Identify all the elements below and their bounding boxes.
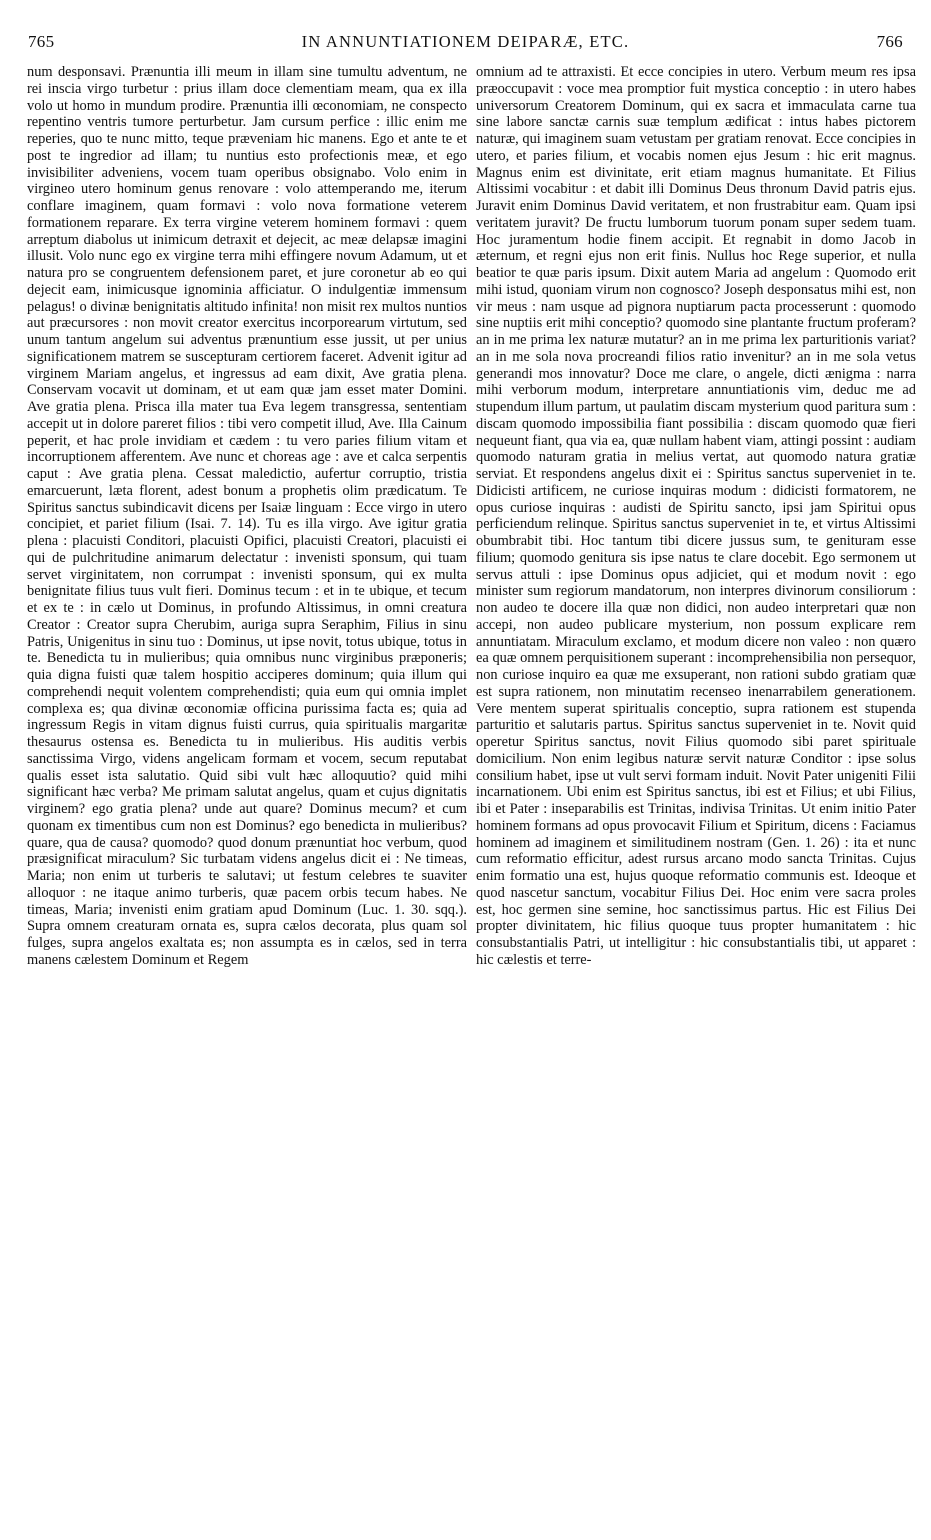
column-text-right: omnium ad te attraxisti. Et ecce concipies in utero. Verbum meum res ipsa præoccupavit : voce mea promptior fuit mystica conceptio : in utero habes universorum Creatorem Dominum, qui ex sacra et immaculata carne tua sine labore sanctæ carnis suæ templum ædificat : intus habes pictorem naturæ, qui imaginem suam vetustam per gratiam renovat. Ecce concipies in utero, et paries filium, et vocabis nomen ejus Jesum : hic erit magnus. Magnus enim est divinitate, erit etiam magnus humanitate. Et Filius Altissimi vocabitur : et dabit illi Dominus Deus thronum David patris ejus. Juravit enim Dominus David veritatem, et non frustrabitur eam. Quam ipsi veritatem juravit? De fructu lumborum tuorum ponam super sedem tuam. Hoc juramentum hodie finem accipit. Et regnabit in domo Jacob in æternum, et regni ejus non erit finis. Nullus hoc Rege superior, et nulla beatior te quæ paris ipsum. Dixit autem Maria ad angelum : Quomodo erit mihi istud, quoniam virum non cognosco? Joseph desponsatus mihi est, non vir meus : nam usque ad pignora nuptiarum pacta processerunt : quomodo sine nuptiis erit mihi conceptio? quomodo sine plantante fructum proferam? an in me prima lex naturæ mutatur? an in me prima lex parturitionis variat? an in me sola nova procreandi filios ratio invenitur? an in me sola vetus generandi mos innovatur? Doce me clare, o angele, dicti ænigma : narra mihi verborum modum, interpretare annuntiationis vim, deduc me ad stupendum illum partum, ut paulatim discam mysterium quod paritura sum : discam quomodo impossibilia fiant possibilia : discam quomodo quæ fieri nequeunt fiant, qua via ea, quæ nullam habent viam, attingi possint : audiam quomodo naturam gratia in melius vertat, aut quomodo natura gratiæ serviat. Et respondens angelus dixit ei : Spiritus sanctus superveniet in te. Didicisti artificem, ne curiose inquiras modum : didicisti formatorem, ne opus curiose inquiras : audisti de Spiritu sancto, ipsi jam Spiritui opus perficiendum relinque. Spiritus sanctus superveniet in te, et virtus Altissimi obumbrabit tibi. Hoc tantum tibi dicere jussus sum, te genituram esse filium; quomodo genitura sis ipse natus te clare docebit. Ego sermonem ut servus attuli : ipse Dominus opus adjiciet, qui et modum novit : ego minister sum regiorum mandatorum, non interpres divinorum consiliorum : non audeo te docere illa quæ non didici, non audeo interpretari quæ non accepi, non audeo publicare mysterium, non possum explicare rem annuntiatam. Miraculum exclamo, et modum dicere non valeo : non quæro ea quæ omnem perquisitionem superant : incomprehensibilia non persequor, non curiose inquiro ea quæ me exsuperant, non rationi subdo gratiam quæ est supra rationem, non minutatim recenseo inenarrabilem generationem. Vere mentem superat spiritualis conceptio, supra rationem est stupenda parturitio et salutaris partus. Spiritus sanctus superveniet in te. Novit quid operetur Spiritus sanctus, novit Filius quomodo sibi paret spirituale domicilium. Non enim legibus naturæ servit naturæ Conditor : ipse solus consilium habet, ipse ut vult servi formam induit. Novit Pater unigeniti Filii incarnationem. Ubi enim est Spiritus sanctus, ibi est et Filius; et ubi Filius, ibi et Pater : inseparabilis est Trinitas, indivisa Trinitas. Ut enim initio Pater hominem formans ad opus provocavit Filium et Spiritum, dicens : Faciamus hominem ad imaginem et similitudinem nostram (Gen. 1. 26) : ita et nunc cum reformatio efficitur, adest rursus arcano modo sancta Trinitas. Cujus enim formatio una est, hujus quoque reformatio communis est. Ideoque et quod nascetur sanctum, vocabitur Filius Dei. Hoc enim vere sacra proles est, hoc germen sine semine, hoc sanctissimus partus. Hic est Filius Dei propter divinitatem, hic filius quoque tuus propter humanitatem : hic consubstantialis Patri, ut intelligitur : hic consubstantialis tibi, ut apparet : hic cælestis et terre- [476,64,916,968]
running-title: IN ANNUNTIATIONEM DEIPARÆ, ETC. [301,32,630,51]
text-column-right [476,64,916,1532]
page-number-left: 765 [28,32,55,51]
page-number-right: 766 [876,32,903,51]
running-header [28,32,903,56]
text-column-left [27,64,467,1532]
column-text-left: num desponsavi. Prænuntia illi meum in illam sine tumultu adventum, ne rei inscia virgo turbetur : prius illam doce clementiam meam, qua ex illa volo ut homo in mundum prodire. Prænuntia illi œconomiam, ne conspecto repentino ventris tumore perturbetur. Jam cursum perfice : illic enim me reperies, quo te nunc mitto, teque præveniam hic manens. Ego et ante te et post te ingredior ad illam; tu nuntius esto profectionis meæ, et ego invisibiliter adveniens, vocem tuam operibus obsignabo. Volo enim in virgineo utero hominum genus renovare : volo attemperando me, iterum conflare imaginem, quam formavi : volo nova formatione veterem formationem reparare. Ex terra virgine veterem hominem formavi : quem arreptum diabolus ut inimicum detraxit et dejecit, ac meæ delapsæ imagini illusit. Volo nunc ego ex virgine terra mihi effingere novum Adamum, ut et natura pro se congruentem defensionem paret, et jure coronetur ab eo qui dejecit eam, inimicusque ignominia afficiatur. O indulgentiæ immensum pelagus! o divinæ benignitatis altitudo infinita! non misit rex multos nuntios aut præcursores : non movit creator exercitus incorporearum virtutum, sed unum tantum angelum sui adventus prænuntium esse jussit, ut per unius significationem matrem se suscepturam certiorem faceret. Advenit igitur ad virginem Mariam angelus, et ingressus ad eam dixit, Ave gratia plena. Conservam vocavit ut dominam, et ut eam quæ jam esset mater Domini. Ave gratia plena. Prisca illa mater tua Eva legem transgressa, sententiam accepit ut in dolore pareret filios : tibi vero competit illud, Ave. Illa Cainum peperit, et hac prole invidiam et cædem : tu vero paries filium vitam et incorruptionem afferentem. Ave nunc et choreas age : ave et calca serpentis caput : Ave gratia plena. Cessat maledictio, aufertur corruptio, tristia emarcuerunt, læta florent, adest bonum a prophetis olim prædicatum. Te Spiritus sanctus subindicavit dicens per Isaiæ linguam : Ecce virgo in utero concipiet, et pariet filium (Isai. 7. 14). Tu es illa virgo. Ave igitur gratia plena : placuisti Conditori, placuisti Opifici, placuisti Creatori, placuisti ei qui de pulchritudine animarum delectatur : invenisti sponsum, qui tuam servet virginitatem, non corrumpat : invenisti sponsum, qui ex multa benignitate filius tuus vult fieri. Dominus tecum : et in te ubique, et tecum et ex te : in cælo ut Dominus, in profundo Altissimus, in omni creatura Creator : Creator supra Cherubim, auriga supra Seraphim, Filius in sinu Patris, Unigenitus in sinu tuo : Dominus, ut ipse novit, totus ubique, totus in te. Benedicta tu in mulieribus; quia omnibus nunc virginibus præponeris; quia digna fuisti quæ talem hospitio acciperes dominum; quia illum qui comprehendi nequit volentem comprehendisti; quia eum qui omnia implet complexa es; qua divinæ œconomiæ officina purissima facta es; quia ad ingressum Regis in vitam dignus fuisti currus, quia spiritualis margaritæ thesaurus ostensa es. Benedicta tu in mulieribus. His auditis verbis sanctissima Virgo, videns angelicam formam et vocem, secum reputabat qualis esset ista salutatio. Quid sibi vult hæc alloquutio? quid mihi significant hæc verba? Me primam salutat angelus, quam et cujus dignitatis virginem? ego gratia plena? unde aut quare? Dominus mecum? et cum quonam ex timentibus cum non est Dominus? ego benedicta in mulieribus? quare, qua de causa? quomodo? quod donum prænuntiat hoc verbum, quod præsignificat miraculum? Sic turbatam videns angelus dicit ei : Ne timeas, Maria; non enim ut turberis te salutavi; ut festum celebres te suaviter alloquor : ne itaque animo turberis, quæ pacem orbis tecum habes. Ne timeas, Maria; invenisti enim gratiam apud Dominum (Luc. 1. 30. sqq.). Supra omnem creaturam ornata es, supra cælos decorata, plus quam sol fulges, supra angelos exaltata es; non assumpta es in cælos, sed in terra manens cælestem Dominum et Regem [27,64,467,968]
